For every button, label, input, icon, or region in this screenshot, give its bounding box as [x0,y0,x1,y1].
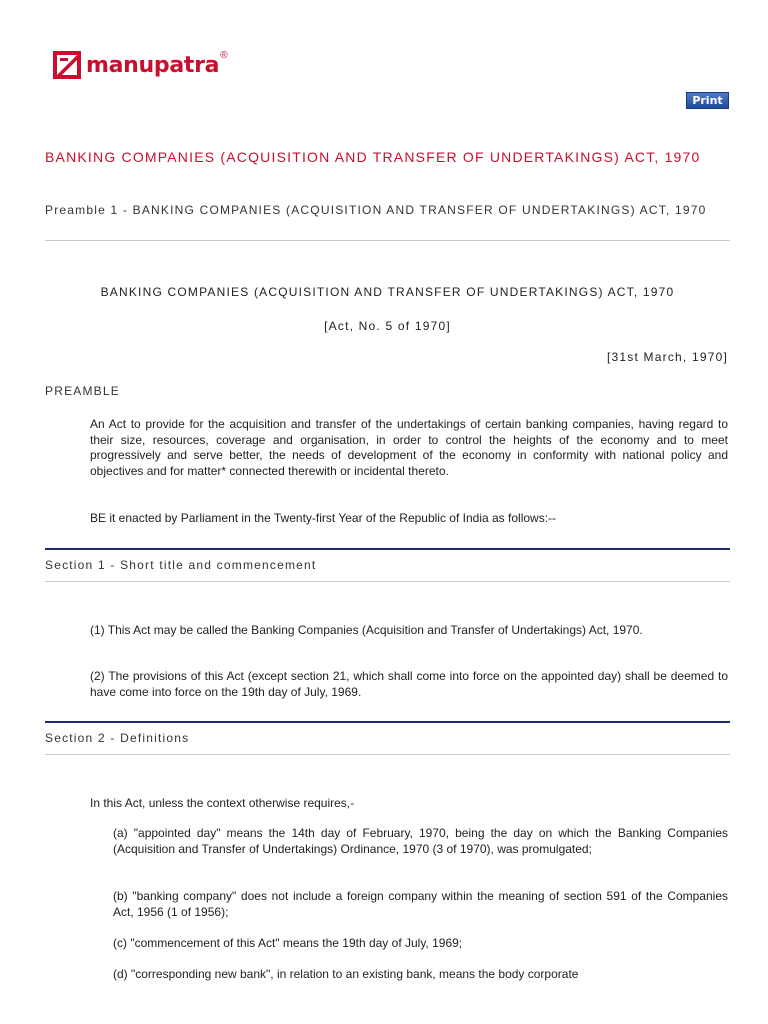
divider [45,754,730,755]
print-button[interactable]: Print [686,92,729,109]
preamble-text: An Act to provide for the acquisition and transfer of the undertakings of certain banking companies, having regard to their size, resources, coverage and organisation, in order to control the heights of the economy and to meet progressively and serve better, the needs of development of the economy in conformity with national policy and objectives and for matter* connected therewith or incidental thereto. [90,417,728,478]
section-2-heading: Section 2 - Definitions [45,731,190,745]
divider [45,581,730,582]
section-2-intro: In this Act, unless the context otherwise requires,- [90,796,355,810]
section-divider [45,548,730,550]
document-title: BANKING COMPANIES (ACQUISITION AND TRANSFER OF UNDERTAKINGS) ACT, 1970 [45,149,701,165]
act-heading: BANKING COMPANIES (ACQUISITION AND TRANSFER OF UNDERTAKINGS) ACT, 1970 [100,285,675,299]
section-1-clause-2: (2) The provisions of this Act (except section 21, which shall come into force on the appointed day) shall be deemed to have come into force on the 19th day of July, 1969. [90,669,728,699]
brand-name: manupatra [86,52,220,78]
section-divider [45,721,730,723]
divider [45,240,730,241]
definition-a: (a) "appointed day" means the 14th day of February, 1970, being the day on which the Banking Companies (Acquisition and Transfer of Undertakings) Ordinance, 1970 (3 of 1970), was promulgated; [113,826,728,856]
manupatra-logo-icon [52,50,82,80]
section-1-heading: Section 1 - Short title and commencement [45,558,317,572]
definition-d: (d) "corresponding new bank", in relation to an existing bank, means the body corporate [113,967,579,981]
enactment-clause: BE it enacted by Parliament in the Twenty-first Year of the Republic of India as follows:-- [90,511,557,525]
manupatra-logo[interactable] [52,50,228,80]
preamble-label: PREAMBLE [45,384,120,398]
definition-b: (b) "banking company" does not include a foreign company within the meaning of section 591 of the Companies Act, 1956 (1 of 1956); [113,889,728,919]
definition-c: (c) "commencement of this Act" means the 19th day of July, 1969; [113,936,463,950]
act-date: [31st March, 1970] [607,350,728,364]
document-subtitle: Preamble 1 - BANKING COMPANIES (ACQUISITION AND TRANSFER OF UNDERTAKINGS) ACT, 1970 [45,203,707,217]
registered-mark: ® [220,49,228,61]
act-number: [Act, No. 5 of 1970] [324,319,451,333]
section-1-clause-1: (1) This Act may be called the Banking Companies (Acquisition and Transfer of Undertakings) Act, 1970. [90,623,643,637]
